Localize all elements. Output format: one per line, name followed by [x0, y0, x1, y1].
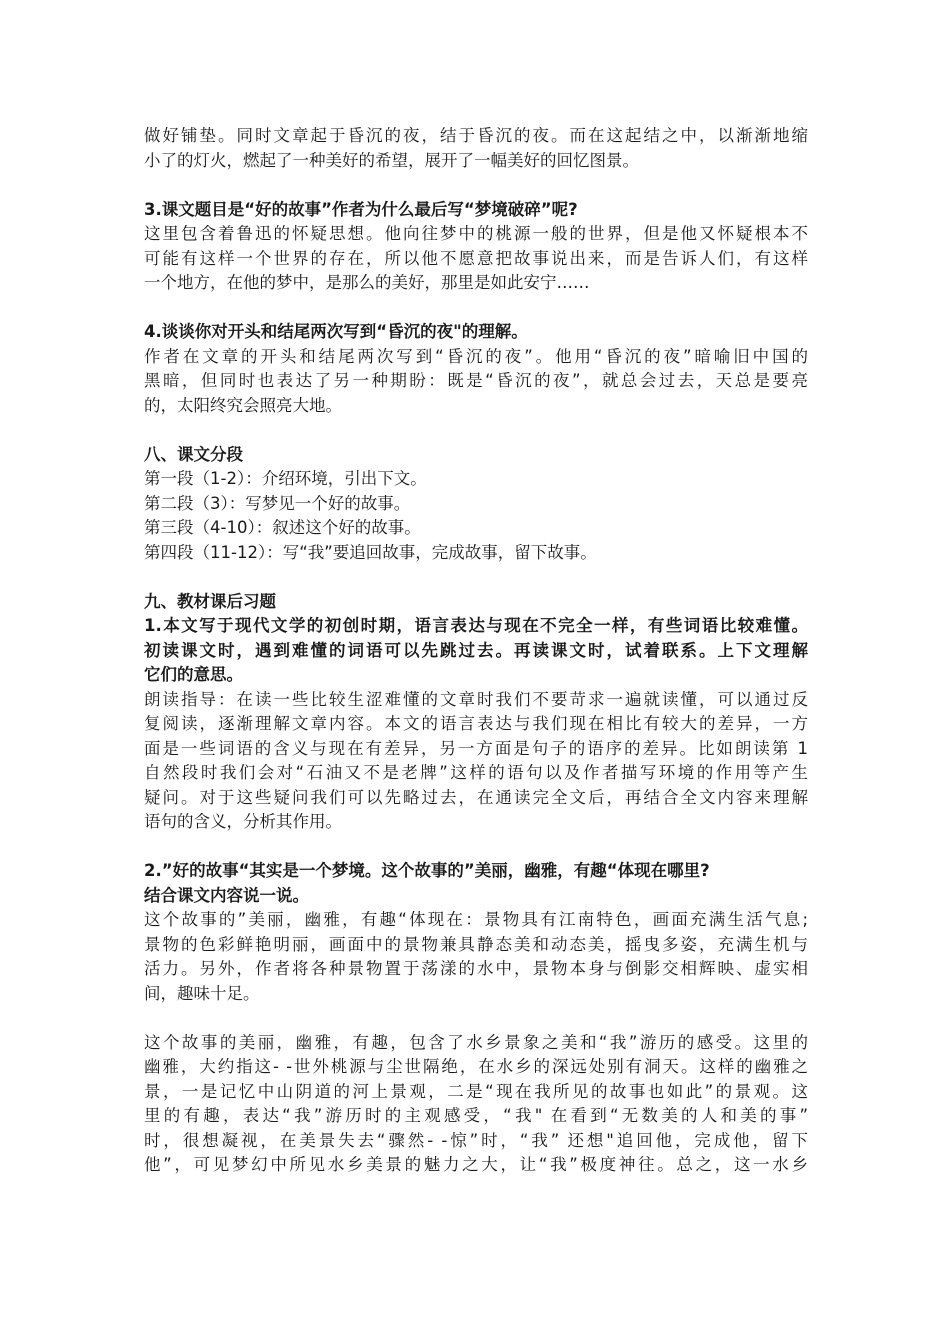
exercise-2-answer-line: 时，很想凝视，在美景失去“骤然- -惊”时，“我” 还想"追回他，完成他，留下	[144, 1130, 808, 1150]
section-9-heading: 九、教材课后习题	[144, 591, 276, 611]
question-4-body-line: 黑暗，但同时也表达了另一种期盼：既是“昏沉的夜”，就总会过去，天总是要亮	[144, 371, 808, 390]
segment-item: 第二段（3）：写梦见一个好的故事。	[144, 493, 411, 513]
intro-line: 小了的灯火，燃起了一种美好的希望，展开了一幅美好的回忆图景。	[144, 150, 639, 170]
paragraph-gap	[144, 173, 808, 198]
intro-line: 做好铺垫。同时文章起于昏沉的夜，结于昏沉的夜。而在这起结之中，以渐渐地缩	[144, 126, 808, 145]
exercise-2-answer-line: 活力。另外，作者将各种景物置于荡漾的水中，景物本身与倒影交相辉映、虚实相	[144, 959, 808, 978]
exercise-1-question-line: 它们的意思。	[144, 665, 243, 684]
question-4-body-line: 的，太阳终究会照亮大地。	[144, 395, 342, 415]
exercise-2-answer-line: 景物的色彩鲜艳明丽，画面中的景物兼具静态美和动态美，摇曳多姿，充满生机与	[144, 934, 808, 954]
exercise-1-answer-line: 朗读指导：在读一些比较生涩难懂的文章时我们不要苛求一遍就读懂，可以通过反	[144, 689, 808, 709]
exercise-1-question-line: 1.本文写于现代文学的初创时期，语言表达与现在不完全一样，有些词语比较难懂。	[144, 616, 808, 635]
segment-item: 第四段（11-12）：写“我”要追回故事，完成故事，留下故事。	[144, 542, 597, 562]
exercise-2-question-line: 2.”好的故事“其实是一个梦境。这个故事的”美丽，幽雅，有趣“体现在哪里?	[144, 861, 710, 880]
paragraph-gap	[144, 835, 808, 860]
segment-item: 第一段（1-2）：介绍环境，引出下文。	[144, 469, 427, 488]
exercise-2-answer-line: 里的有趣，表达“我”游历时的主观感受，“我" 在看到“无数美的人和美的事”	[144, 1106, 808, 1125]
exercise-2-answer-line: 幽雅，大约指这- -世外桃源与尘世隔绝，在水乡的深远处别有洞天。这样的幽雅之	[144, 1057, 808, 1076]
exercise-1-answer-line: 疑问。对于这些疑问我们可以先略过去，在通读完全文后，再结合全文内容来理解	[144, 787, 808, 807]
exercise-2-answer-line: 他”，可见梦幻中所见水乡美景的魅力之大，让“我”极度神往。总之，这一水乡	[144, 1155, 808, 1174]
question-4-title: 4.谈谈你对开头和结尾两次写到“昏沉的夜"的理解。	[144, 322, 528, 341]
exercise-1-answer-line: 复阅读，逐渐理解文章内容。本文的语言表达与我们现在相比有较大的差异，一方	[144, 714, 808, 733]
exercise-1-answer-line: 语句的含义，分析其作用。	[144, 812, 342, 831]
exercise-2-question-line: 结合课文内容说一说。	[144, 885, 309, 905]
paragraph-gap	[144, 565, 808, 590]
exercise-2-answer-line: 这个故事的美丽，幽雅，有趣，包含了水乡景象之美和“我”游历的感受。这里的	[144, 1032, 808, 1052]
exercise-1-answer-line: 自然段时我们会对“石油又不是老牌”这样的语句以及作者描写环境的作用等产生	[144, 763, 808, 782]
exercise-1-answer-line: 面是一些词语的含义与现在有差异，另一方面是句子的语序的差异。比如朗读第 1	[144, 738, 808, 758]
question-4-body-line: 作者在文章的开头和结尾两次写到“昏沉的夜”。他用“昏沉的夜”暗喻旧中国的	[144, 346, 808, 366]
paragraph-gap	[144, 1006, 808, 1031]
question-3-body-line: 可能有这样一个世界的存在，所以他不愿意把故事说出来，而是告诉人们，有这样	[144, 248, 808, 268]
document-page	[144, 124, 808, 1178]
segment-item: 第三段（4-10）：叙述这个好的故事。	[144, 518, 421, 537]
question-3-body-line: 这里包含着鲁迅的怀疑思想。他向往梦中的桃源一般的世界，但是他又怀疑根本不	[144, 224, 808, 243]
exercise-1-question-line: 初读课文时，遇到难懂的词语可以先跳过去。再读课文时，试着联系。上下文理解	[144, 640, 808, 660]
question-3-title: 3.课文题目是“好的故事”作者为什么最后写“梦境破碎”呢?	[144, 199, 578, 219]
exercise-2-answer-line: 这个故事的”美丽，幽雅，有趣“体现在：景物具有江南特色，画面充满生活气息;	[144, 910, 808, 929]
exercise-2-answer-line: 景，一是记忆中山阴道的河上景观，二是“现在我所见的故事也如此”的景观。这	[144, 1081, 808, 1101]
section-8-heading: 八、课文分段	[144, 444, 243, 464]
question-3-body-line: 一个地方，在他的梦中，是那么的美好，那里是如此安宁……	[144, 273, 590, 292]
exercise-2-answer-line: 间，趣味十足。	[144, 983, 260, 1003]
paragraph-gap	[144, 296, 808, 321]
paragraph-gap	[144, 418, 808, 443]
